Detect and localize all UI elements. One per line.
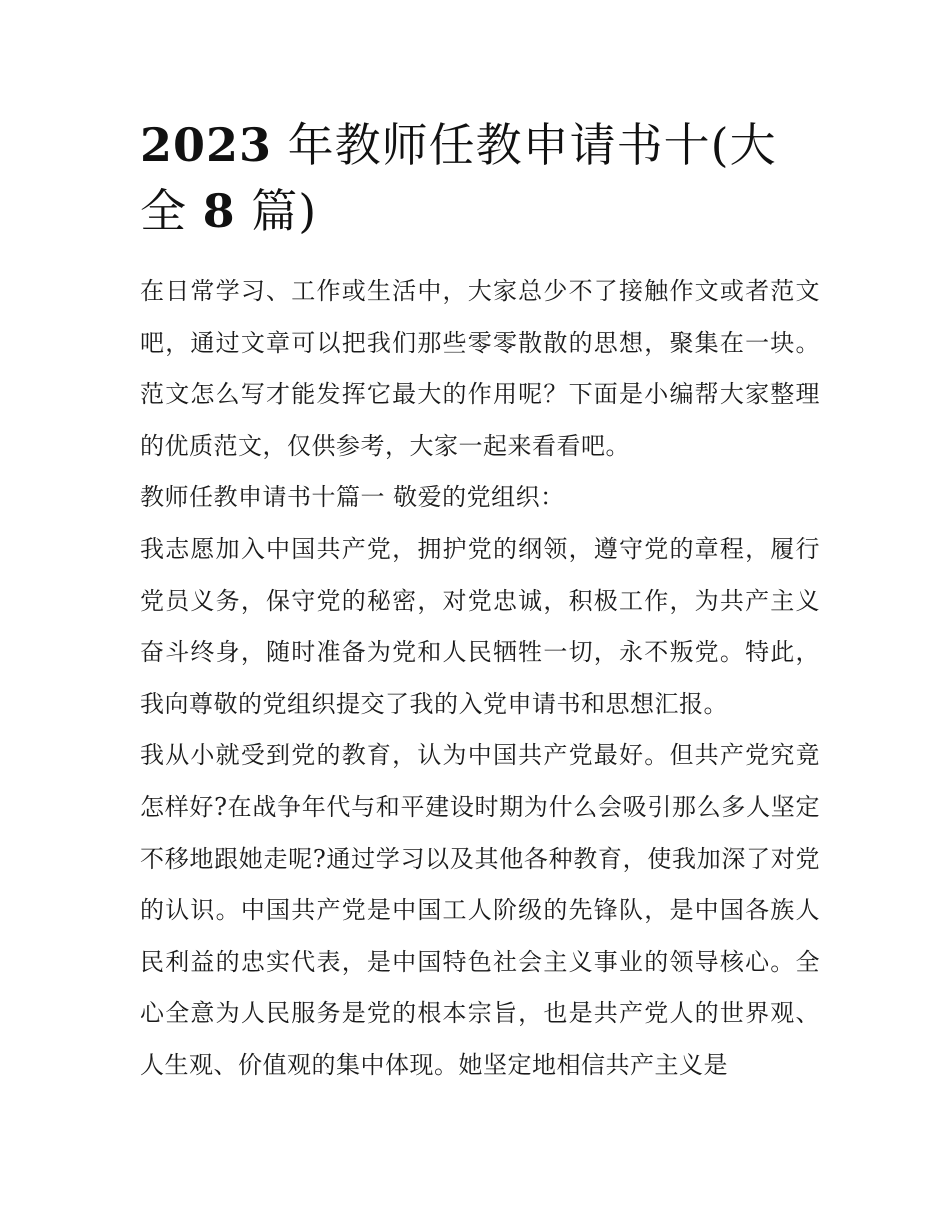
document-body: [140, 266, 820, 1092]
document-title-line: 2023 年教师任教申请书十(大: [140, 118, 777, 172]
body-paragraph: 我志愿加入中国共产党，拥护党的纲领，遵守党的章程，履行党员义务，保守党的秘密，对党忠诚，积极工作，为共产主义奋斗终身，随时准备为党和人民牺牲一切，永不叛党。特此，我向尊敬的党组织提交了我的入党申请书和思想汇报。: [140, 534, 820, 718]
intro-paragraph: 在日常学习、工作或生活中，大家总少不了接触作文或者范文吧，通过文章可以把我们那些零零散散的思想，聚集在一块。范文怎么写才能发挥它最大的作用呢？下面是小编帮大家整理的优质范文，仅供参考，大家一起来看看吧。: [140, 277, 820, 460]
document-content: [140, 112, 820, 1092]
body-paragraph: 我从小就受到党的教育，认为中国共产党最好。但共产党究竟怎样好?在战争年代与和平建设时期为什么会吸引那么多人坚定不移地跟她走呢?通过学习以及其他各种教育，使我加深了对党的认识。中国共产党是中国工人阶级的先锋队，是中国各族人民利益的忠实代表，是中国特色社会主义事业的领导核心。全心全意为人民服务是党的根本宗旨，也是共产党人的世界观、人生观、价值观的集中体现。她坚定地相信共产主义是: [140, 741, 820, 1079]
document-title-line: 全 8 篇): [140, 184, 318, 238]
document-title: [140, 112, 820, 244]
section-heading: 教师任教申请书十篇一 敬爱的党组织：: [140, 483, 565, 512]
